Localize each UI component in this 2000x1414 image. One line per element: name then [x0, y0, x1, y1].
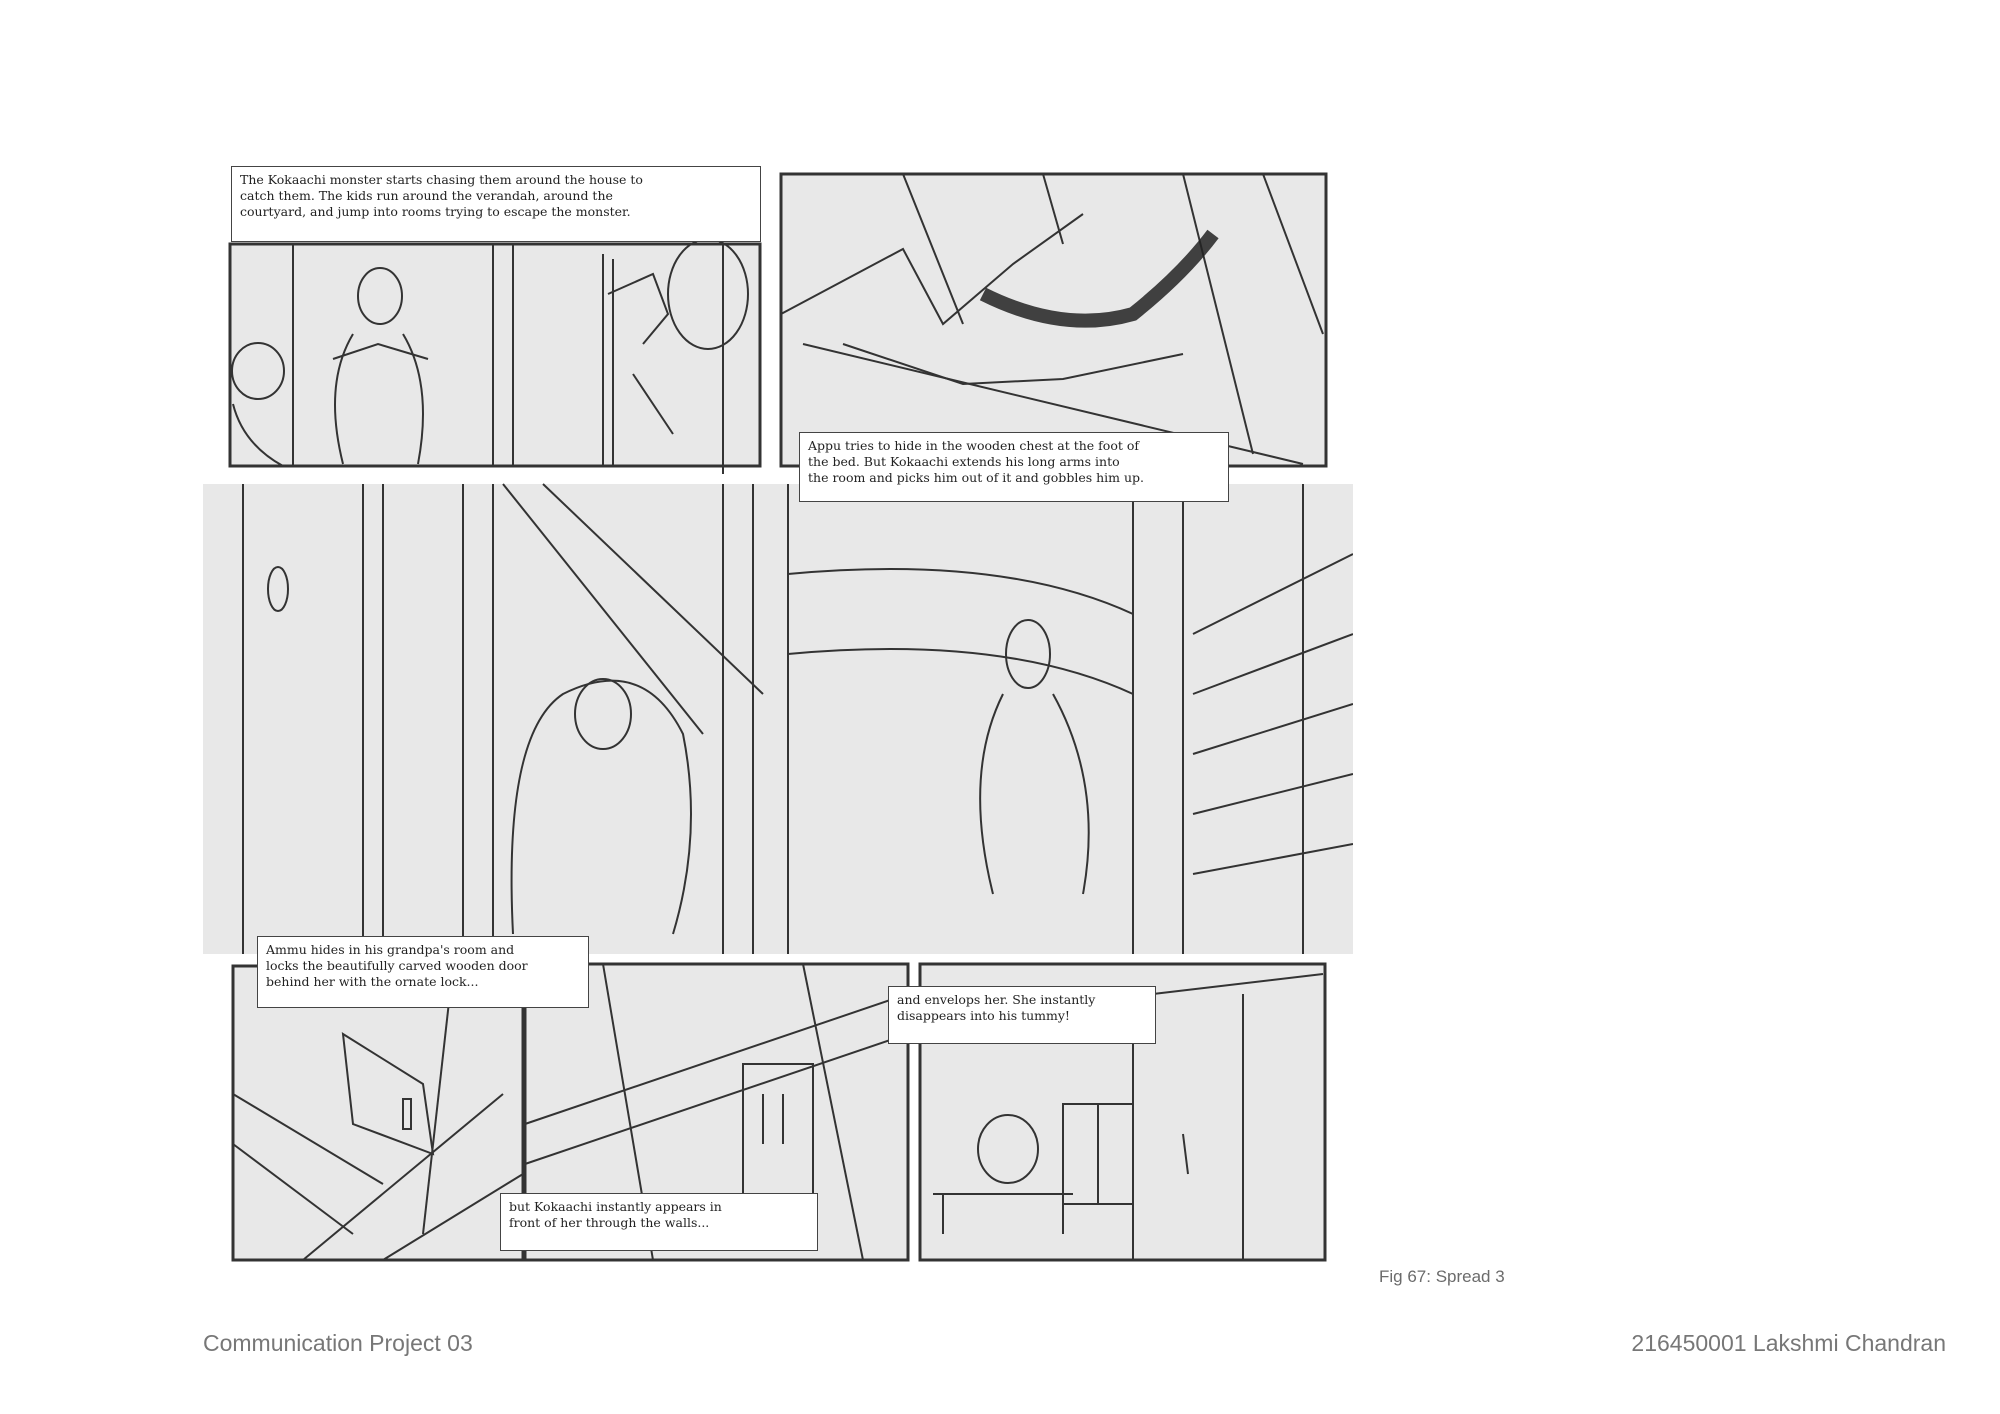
panel-4-sketch: [233, 966, 523, 1260]
panel-1-caption: The Kokaachi monster starts chasing them around the house to catch them. The kids run around the verandah, around the courtyard, and jump into rooms trying to escape the monster.: [231, 166, 761, 242]
panel-5-caption: but Kokaachi instantly appears in front of her through the walls...: [500, 1193, 818, 1251]
panel-6-caption: and envelops her. She instantly disappears into his tummy!: [888, 986, 1156, 1044]
panel-4-caption: Ammu hides in his grandpa's room and locks the beautifully carved wooden door behind her with the ornate lock...: [257, 936, 589, 1008]
panel-3-sketch: [203, 484, 1353, 954]
footer-project-title: Communication Project 03: [203, 1330, 473, 1356]
panel-2-sketch: [781, 174, 1326, 466]
footer-author-id: 216450001 Lakshmi Chandran: [1631, 1330, 1946, 1356]
panel-1-sketch: [230, 239, 760, 474]
panel-2-caption: Appu tries to hide in the wooden chest at the foot of the bed. But Kokaachi extends his long arms into the room and picks him out of it and gobbles him up.: [799, 432, 1229, 502]
storyboard-sketch: [203, 134, 1353, 1282]
figure-caption: Fig 67: Spread 3: [1379, 1267, 1505, 1286]
storyboard-spread: [203, 134, 1353, 1282]
